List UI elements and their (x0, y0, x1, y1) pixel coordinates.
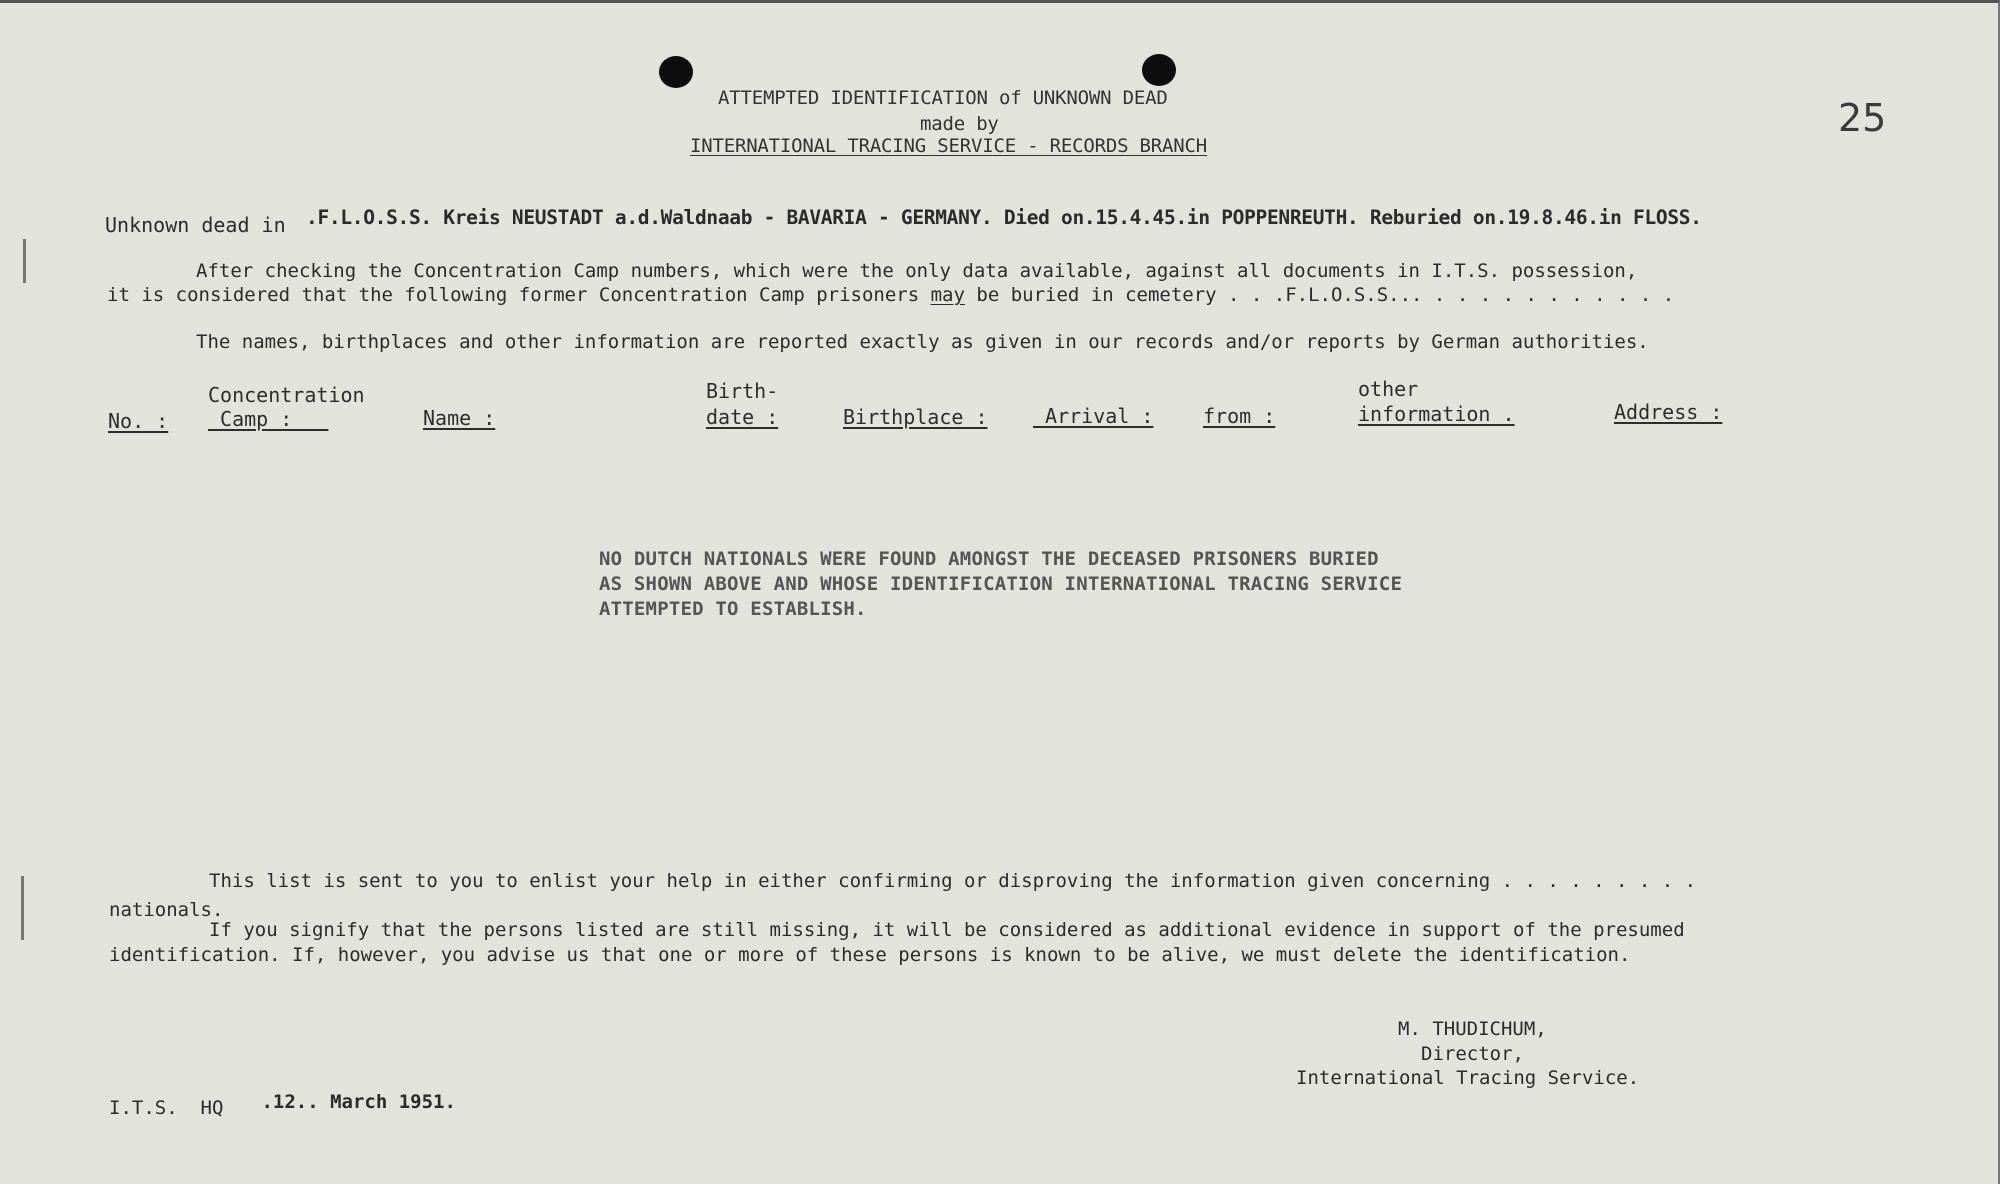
notice-line-2: AS SHOWN ABOVE AND WHOSE IDENTIFICATION INTERNATIONAL TRACING SERVICE (599, 573, 1403, 595)
col-header-arrival: Arrival : (1033, 404, 1154, 428)
signatory-organization: International Tracing Service. (1296, 1067, 1640, 1089)
col-header-birthdate-bottom: date : (706, 405, 779, 429)
unknown-dead-label: Unknown dead in (105, 213, 286, 237)
intro-line-2 (107, 286, 1674, 305)
intro-line-2-end: be buried in cemetery . . .F.L.O.S.S... . . . . . . . . . . . (964, 284, 1675, 306)
signatory-role: Director, (1421, 1043, 1524, 1065)
intro-line-3: The names, birthplaces and other information are reported exactly as given in our records and/or reports by German authorities. (196, 331, 1649, 353)
closing-p2-line-2: identification. If, however, you advise us that one or more of these persons is known to be alive, we must delete the identification. (109, 944, 1631, 966)
footer-date: .12.. March 1951. (250, 1091, 456, 1113)
notice-line-1: NO DUTCH NATIONALS WERE FOUND AMONGST THE DECEASED PRISONERS BURIED (599, 548, 1379, 570)
issuing-department: INTERNATIONAL TRACING SERVICE - RECORDS BRANCH (690, 135, 1207, 157)
signatory-name: M. THUDICHUM, (1398, 1018, 1547, 1040)
punch-hole-left (659, 56, 693, 88)
document-title: ATTEMPTED IDENTIFICATION of UNKNOWN DEAD (718, 87, 1168, 109)
col-header-birthdate-top: Birth- (706, 379, 779, 403)
document-subtitle: made by (920, 113, 999, 135)
col-header-no: No. : (108, 409, 169, 433)
col-header-other-top: other (1358, 377, 1419, 401)
col-header-birthplace: Birthplace : (843, 405, 988, 429)
closing-p2-line-1: If you signify that the persons listed are still missing, it will be considered as additional evidence in support of the presumed (209, 919, 1685, 941)
intro-line-1: After checking the Concentration Camp numbers, which were the only data available, against all documents in I.T.S. possession, (196, 260, 1638, 282)
col-header-other-bottom: information . (1358, 402, 1515, 426)
col-header-camp-bottom: Camp : (208, 407, 329, 431)
page-number: 25 (1838, 96, 1887, 140)
burial-location: .F.L.O.S.S. Kreis NEUSTADT a.d.Waldnaab - BAVARIA - GERMANY. Died on.15.4.45.in POPPENREUTH. Reburied on.19.8.46.in FLOSS. (306, 206, 1702, 229)
punch-hole-right (1142, 54, 1176, 86)
closing-p1-line-1: This list is sent to you to enlist your help in either confirming or disproving the information given concerning . . . . . . . . . (209, 870, 1697, 892)
col-header-camp-top: Concentration (208, 383, 365, 407)
intro-emphasis-may: may (930, 284, 965, 306)
edge-mark-bottom (21, 876, 24, 940)
col-header-name: Name : (423, 406, 496, 430)
intro-line-2-start: it is considered that the following former Concentration Camp prisoners (107, 284, 931, 306)
col-header-address: Address : (1614, 400, 1723, 424)
edge-mark-top (23, 239, 26, 283)
col-header-from: from : (1203, 404, 1276, 428)
notice-line-3: ATTEMPTED TO ESTABLISH. (599, 598, 867, 620)
closing-p1-line-2: nationals. (109, 899, 224, 921)
footer-place: I.T.S. HQ (109, 1097, 224, 1119)
